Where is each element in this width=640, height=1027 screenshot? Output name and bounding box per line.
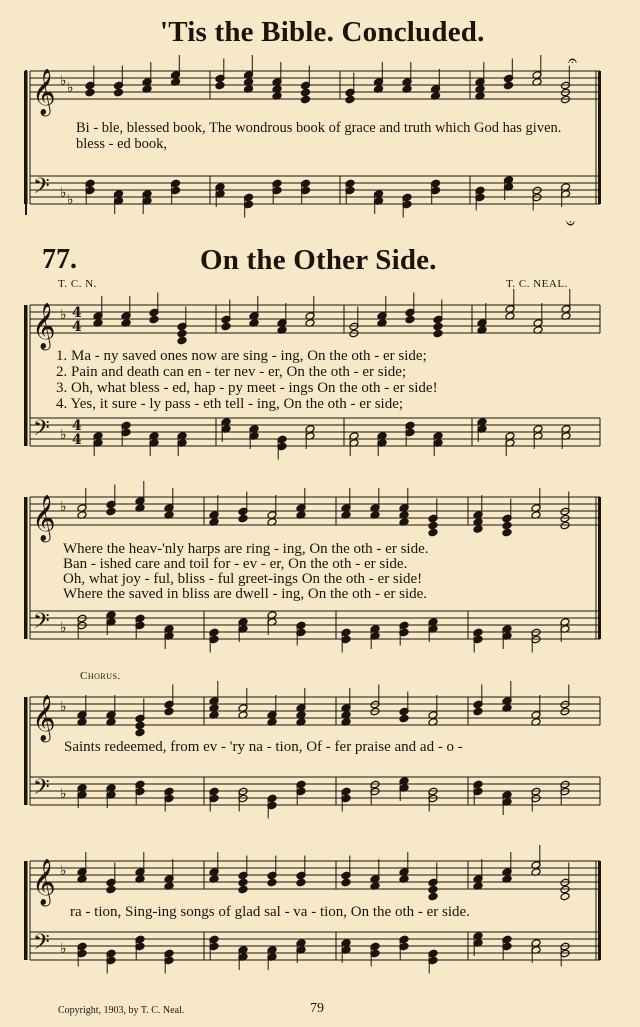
system-2-bass-clef: 𝄢 — [33, 609, 50, 639]
treble-note — [135, 728, 145, 737]
treble-note — [135, 721, 145, 730]
chorus-line-2: ra - tion, Sing-ing songs of glad sal - va - tion, On the oth - er side. — [70, 904, 470, 920]
page-number: 79 — [310, 1001, 324, 1016]
system-4-treble-clef: 𝄞 — [32, 859, 56, 905]
final-barline — [598, 497, 601, 639]
treble-note — [164, 707, 174, 716]
system-3-flat: ♭ — [60, 699, 67, 715]
system-1-flat: ♭ — [60, 427, 67, 443]
treble-note — [238, 885, 248, 894]
copyright-notice: Copyright, 1903, by T. C. Neal. — [58, 1005, 185, 1016]
system-3-flat: ♭ — [60, 786, 67, 802]
treble-note — [267, 878, 277, 887]
system-2-bracket — [24, 497, 28, 639]
treble-note — [238, 514, 248, 523]
treble-note — [433, 329, 443, 338]
system-1-time-top: 4 — [72, 305, 82, 321]
treble-note — [345, 95, 355, 104]
verse-3-line-b: Oh, what joy - ful, bliss - ful greet-ings On the oth - er side! — [63, 571, 423, 587]
treble-note — [149, 315, 159, 324]
verse-1-line-a: 1. Ma - ny saved ones now are sing - ing, On the oth - er side; — [56, 348, 427, 364]
treble-note — [177, 329, 187, 338]
system-1-time-bottom: 4 — [72, 432, 82, 448]
system-1-time-top: 4 — [72, 418, 82, 434]
treble-note — [301, 95, 311, 104]
chorus-label: Chorus. — [80, 670, 121, 682]
treble-note — [428, 892, 438, 901]
treble-note — [560, 892, 570, 901]
top-lyric-line-2: bless - ed book, — [76, 136, 168, 152]
treble-note — [301, 88, 311, 97]
treble-note — [85, 88, 95, 97]
system-2-flat: ♭ — [60, 620, 67, 636]
treble-note — [502, 528, 512, 537]
verse-4-line-a: 4. Yes, it sure - ly pass - eth tell - ing, On the oth - er side; — [56, 396, 404, 412]
treble-note — [433, 322, 443, 331]
verse-2-line-a: 2. Pain and death can en - ter nev - er, On the oth - er side; — [56, 364, 407, 380]
words-credit: T. C. N. — [58, 278, 97, 290]
system-3-bass-clef: 𝄢 — [33, 775, 50, 805]
top-lyric-line-1: Bi - ble, blessed book, The wondrous book of grace and truth which God has given. — [76, 120, 562, 136]
treble-note — [473, 525, 483, 534]
verse-4-line-b: Where the saved in bliss are dwell - ing, On the oth - er side. — [63, 586, 428, 602]
top-hymn-title: 'Tis the Bible. Concluded. — [160, 16, 485, 48]
final-barline — [598, 861, 601, 960]
verse-2-line-b: Ban - ished care and toil for - ev - er, On the oth - er side. — [63, 556, 408, 572]
treble-note — [473, 707, 483, 716]
system-4-bass-clef: 𝄢 — [33, 930, 50, 960]
treble-note — [221, 322, 231, 331]
top-hymn-flat: ♭ — [60, 73, 67, 89]
treble-note — [238, 878, 248, 887]
hymn-number: 77. — [42, 244, 77, 275]
system-2-flat: ♭ — [60, 499, 67, 515]
system-2-treble-clef: 𝄞 — [32, 495, 56, 541]
treble-note — [114, 88, 124, 97]
system-1-flat: ♭ — [60, 307, 67, 323]
fermata: 𝄑 — [566, 213, 575, 232]
system-1-time-bottom: 4 — [72, 319, 82, 335]
top-hymn-bass-clef: 𝄢 — [33, 174, 50, 204]
treble-note — [341, 878, 351, 887]
system-4-flat: ♭ — [60, 941, 67, 957]
treble-note — [502, 521, 512, 530]
treble-note — [399, 714, 409, 723]
system-1-bracket — [24, 305, 28, 446]
system-4-bracket — [24, 861, 28, 960]
fermata: 𝄐 — [568, 51, 577, 70]
top-hymn-flat: ♭ — [67, 80, 74, 96]
treble-note — [428, 885, 438, 894]
treble-note — [428, 528, 438, 537]
verse-3-line-a: 3. Oh, what bless - ed, hap - py meet - ings On the oth - er side! — [56, 380, 438, 396]
top-hymn-flat: ♭ — [67, 192, 74, 208]
final-barline — [598, 71, 601, 204]
treble-note — [296, 878, 306, 887]
top-hymn-treble-clef: 𝄞 — [32, 69, 56, 115]
treble-note — [428, 521, 438, 530]
treble-note — [504, 81, 514, 90]
music-credit: T. C. NEAL. — [506, 278, 568, 290]
treble-note — [215, 81, 225, 90]
system-1-treble-clef: 𝄞 — [32, 303, 56, 349]
treble-note — [106, 507, 116, 516]
treble-note — [177, 336, 187, 345]
treble-note — [106, 885, 116, 894]
verse-1-line-b: Where the heav-'nly harps are ring - ing, On the oth - er side. — [63, 541, 429, 557]
system-1-bass-clef: 𝄢 — [33, 416, 50, 446]
treble-note — [405, 315, 415, 324]
chorus-line-1: Saints redeemed, from ev - 'ry na - tion, Of - fer praise and ad - o - — [64, 739, 463, 755]
hymn-title: On the Other Side. — [200, 244, 437, 276]
system-3-bracket — [24, 697, 28, 805]
system-3-treble-clef: 𝄞 — [32, 695, 56, 741]
top-hymn-flat: ♭ — [60, 185, 67, 201]
system-4-flat: ♭ — [60, 863, 67, 879]
